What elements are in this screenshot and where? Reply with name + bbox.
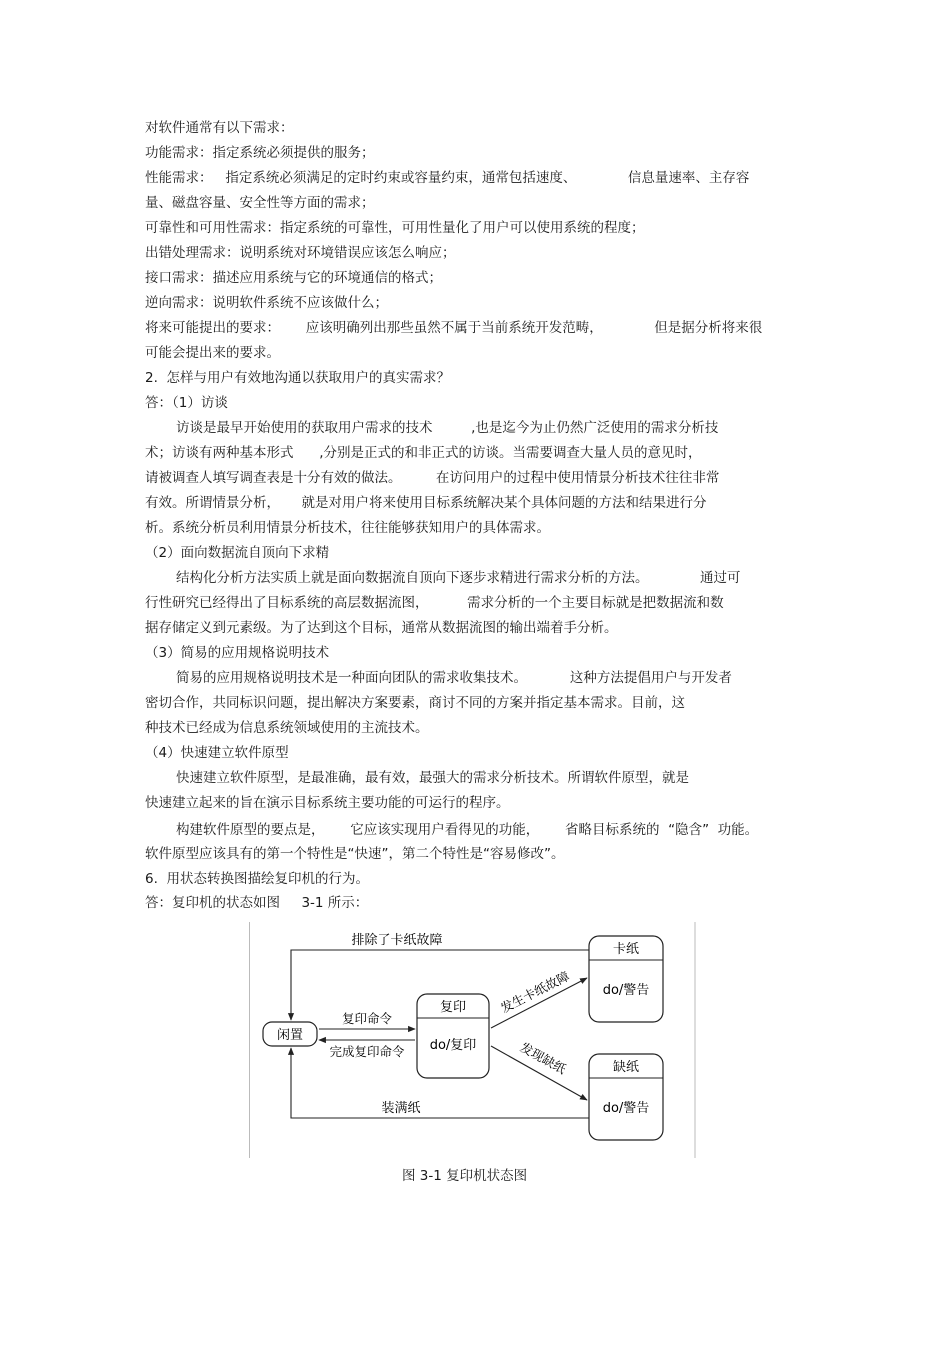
answer-heading: 答：复印机的状态如图 3-1 所示： [145,895,369,911]
state-nopaper-action: do/警告 [602,1101,650,1116]
state-copy-title: 复印 [439,1000,467,1015]
text-line: 逆向需求：说明软件系统不应该做什么； [145,295,388,311]
text-line: 功能需求：指定系统必须提供的服务； [145,145,375,161]
text-line: 可能会提出来的要求。 [145,345,280,361]
text-line: 可靠性和可用性需求：指定系统的可靠性，可用性量化了用户可以使用系统的程度； [145,220,645,236]
text-line: 行性研究已经得出了目标系统的高层数据流图， 需求分析的一个主要目标就是把数据流和数 [145,595,724,611]
text-line: 术；访谈有两种基本形式 ,分别是正式的和非正式的访谈。当需要调查大量人员的意见时， [145,445,702,461]
text-line: 析。系统分析员利用情景分析技术，往往能够获知用户的具体需求。 [145,520,550,536]
text-line: 简易的应用规格说明技术是一种面向团队的需求收集技术。 这种方法提倡用户与开发者 [176,670,732,686]
text-line: 构建软件原型的要点是， 它应该实现用户看得见的功能， 省略目标系统的 “隐含” 功能。 [176,822,759,838]
text-line: 有效。所谓情景分析， 就是对用户将来使用目标系统解决某个具体问题的方法和结果进行分 [145,495,707,511]
subheading: （3）简易的应用规格说明技术 [145,645,330,661]
text-line: 对软件通常有以下需求： [145,120,294,136]
transition-load-paper-label: 装满纸 [381,1101,421,1116]
transition-jam-occurs-label: 发生卡纸故障 [498,968,572,1016]
text-line: 请被调查人填写调查表是十分有效的做法。 在访问用户的过程中使用情景分析技术往往非常 [145,470,720,486]
transition-clear-jam-label: 排除了卡纸故障 [351,933,443,948]
text-line: 密切合作，共同标识问题，提出解决方案要素，商讨不同的方案并指定基本需求。目前，这 [145,695,685,711]
state-nopaper-title: 缺纸 [612,1060,640,1075]
text-line: 结构化分析方法实质上就是面向数据流自顶向下逐步求精进行需求分析的方法。 通过可 [176,570,741,586]
text-line: 快速建立起来的旨在演示目标系统主要功能的可运行的程序。 [145,795,510,811]
answer-heading: 答：（1）访谈 [145,395,228,411]
transition-copy-command-label: 复印命令 [341,1011,393,1026]
transition-copy-done-label: 完成复印命令 [329,1044,405,1059]
text-line: 访谈是最早开始使用的获取用户需求的技术 ,也是迄今为止仍然广泛使用的需求分析技 [176,420,719,436]
text-line: 种技术已经成为信息系统领域使用的主流技术。 [145,720,429,736]
copier-state-diagram [249,922,699,1158]
text-line: 性能需求： 指定系统必须满足的定时约束或容量约束，通常包括速度、 信息量速率、主存容 [145,170,750,186]
state-jam-title: 卡纸 [612,942,640,957]
state-idle-label: 闲置 [276,1028,304,1043]
text-line: 据存储定义到元素级。为了达到这个目标，通常从数据流图的输出端着手分析。 [145,620,618,636]
text-line: 量、磁盘容量、安全性等方面的需求； [145,195,375,211]
text-line: 快速建立软件原型，是最准确，最有效，最强大的需求分析技术。所谓软件原型，就是 [176,770,689,786]
figure-caption: 图 3-1 复印机状态图 [402,1168,528,1184]
subheading: （4）快速建立软件原型 [145,745,289,761]
question-heading: 2. 怎样与用户有效地沟通以获取用户的真实需求？ [145,370,450,386]
text-line: 将来可能提出的要求： 应该明确列出那些虽然不属于当前系统开发范畴， 但是据分析将来很 [145,320,763,336]
state-copy-action: do/复印 [429,1038,477,1053]
subheading: （2）面向数据流自顶向下求精 [145,545,330,561]
state-jam-action: do/警告 [602,983,650,998]
question-heading: 6. 用状态转换图描绘复印机的行为。 [145,871,369,887]
transition-no-paper-label: 发现缺纸 [517,1039,569,1077]
text-line: 软件原型应该具有的第一个特性是“快速”，第二个特性是“容易修改”。 [145,846,565,862]
text-line: 接口需求：描述应用系统与它的环境通信的格式； [145,270,442,286]
text-line: 出错处理需求：说明系统对环境错误应该怎么响应； [145,245,456,261]
